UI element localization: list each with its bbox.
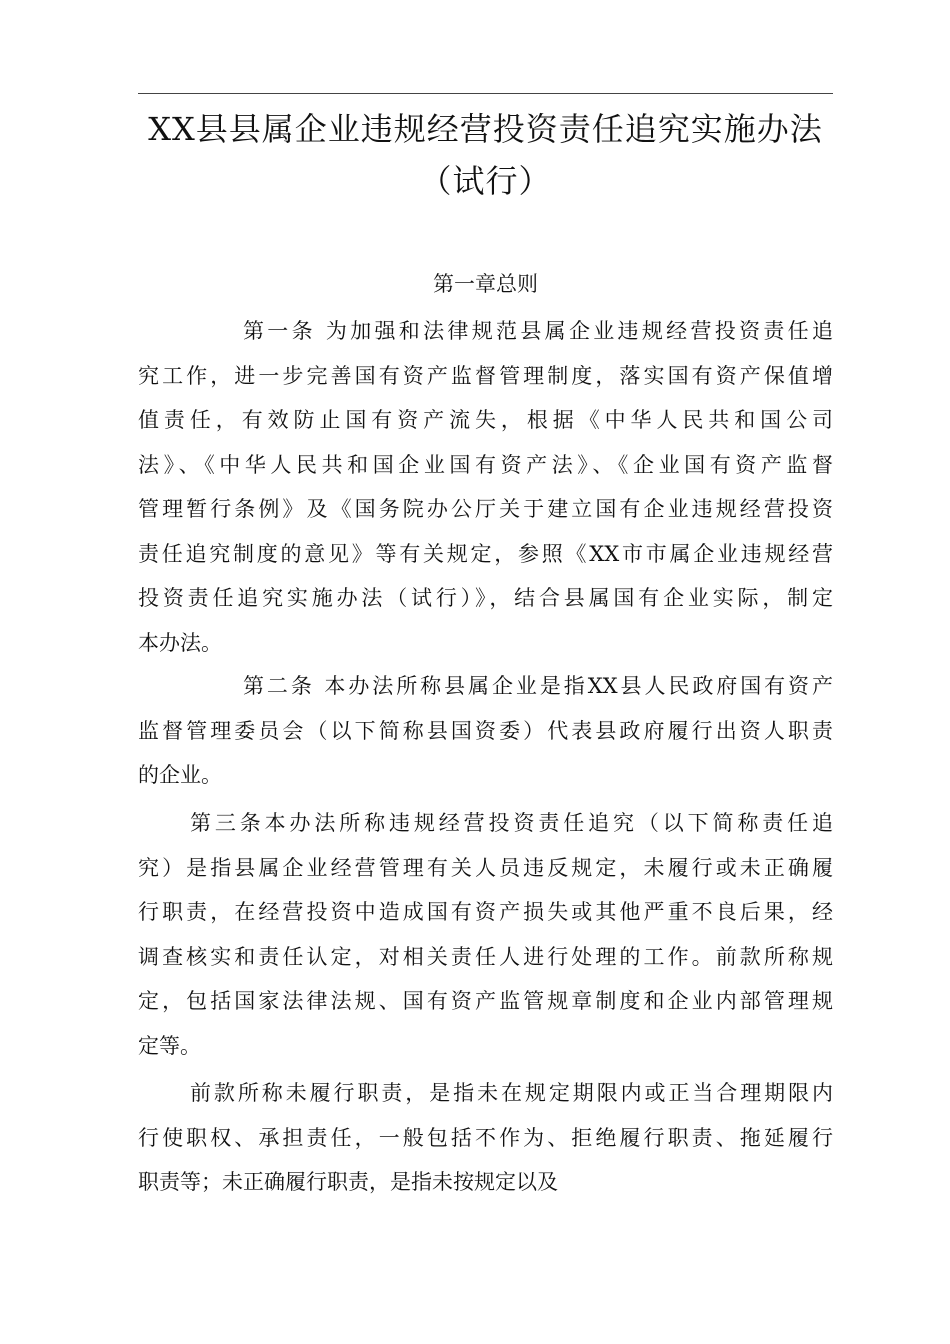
paragraph-line: 定等。 bbox=[138, 1033, 201, 1058]
top-rule bbox=[138, 93, 833, 94]
title-line-2: （试行） bbox=[419, 162, 552, 200]
paragraph-line: 本办法。 bbox=[138, 630, 222, 655]
paragraph-line: 调查核实和责任认定，对相关责任人进行处理的工作。前款所称规 bbox=[138, 944, 833, 969]
paragraph-line: 究）是指县属企业经营管理有关人员违反规定，未履行或未正确履 bbox=[138, 855, 833, 880]
paragraph-line: 行职责，在经营投资中造成国有资产损失或其他严重不良后果，经 bbox=[138, 900, 833, 924]
article-3-paragraph bbox=[138, 801, 833, 1068]
document-title bbox=[138, 103, 833, 207]
duty-definition-paragraph bbox=[138, 1071, 833, 1205]
paragraph-line: 管理暂行条例》及《国务院办公厅关于建立国有企业违规经营投资 bbox=[138, 497, 833, 521]
paragraph-line: 前款所称未履行职责，是指未在规定期限内或正当合理期限内 bbox=[190, 1081, 833, 1105]
paragraph-line: 行使职权、承担责任，一般包括不作为、拒绝履行职责、拖延履行 bbox=[138, 1125, 833, 1150]
paragraph-line: 法》、《中华人民共和国企业国有资产法》、《企业国有资产监督 bbox=[138, 452, 833, 477]
paragraph-line: 职责等；未正确履行职责，是指未按规定以及 bbox=[138, 1170, 558, 1194]
article-2-paragraph bbox=[138, 664, 833, 798]
paragraph-line: 第三条本办法所称违规经营投资责任追究（以下简称责任追 bbox=[190, 811, 833, 835]
article-1-paragraph bbox=[138, 309, 833, 665]
paragraph-line: 值责任，有效防止国有资产流失，根据《中华人民共和国公司 bbox=[138, 408, 833, 432]
paragraph-line: 究工作，进一步完善国有资产监督管理制度，落实国有资产保值增 bbox=[138, 363, 833, 388]
paragraph-line: 第二条 本办法所称县属企业是指XX县人民政府国有资产 bbox=[243, 674, 833, 698]
paragraph-line: 定，包括国家法律法规、国有资产监管规章制度和企业内部管理规 bbox=[138, 989, 833, 1013]
title-line-1: XX县县属企业违规经营投资责任追究实施办法 bbox=[148, 110, 823, 148]
paragraph-line: 投资责任追究实施办法（试行）》，结合县属国有企业实际，制定 bbox=[138, 586, 833, 610]
chapter-heading: 第一章总则 bbox=[433, 272, 538, 296]
paragraph-line: 的企业。 bbox=[138, 763, 222, 787]
paragraph-line: 监督管理委员会（以下简称县国资委）代表县政府履行出资人职责 bbox=[138, 718, 833, 743]
paragraph-line: 责任追究制度的意见》等有关规定，参照《XX市市属企业违规经营 bbox=[138, 541, 833, 566]
paragraph-line: 第一条 为加强和法律规范县属企业违规经营投资责任追 bbox=[243, 319, 833, 343]
